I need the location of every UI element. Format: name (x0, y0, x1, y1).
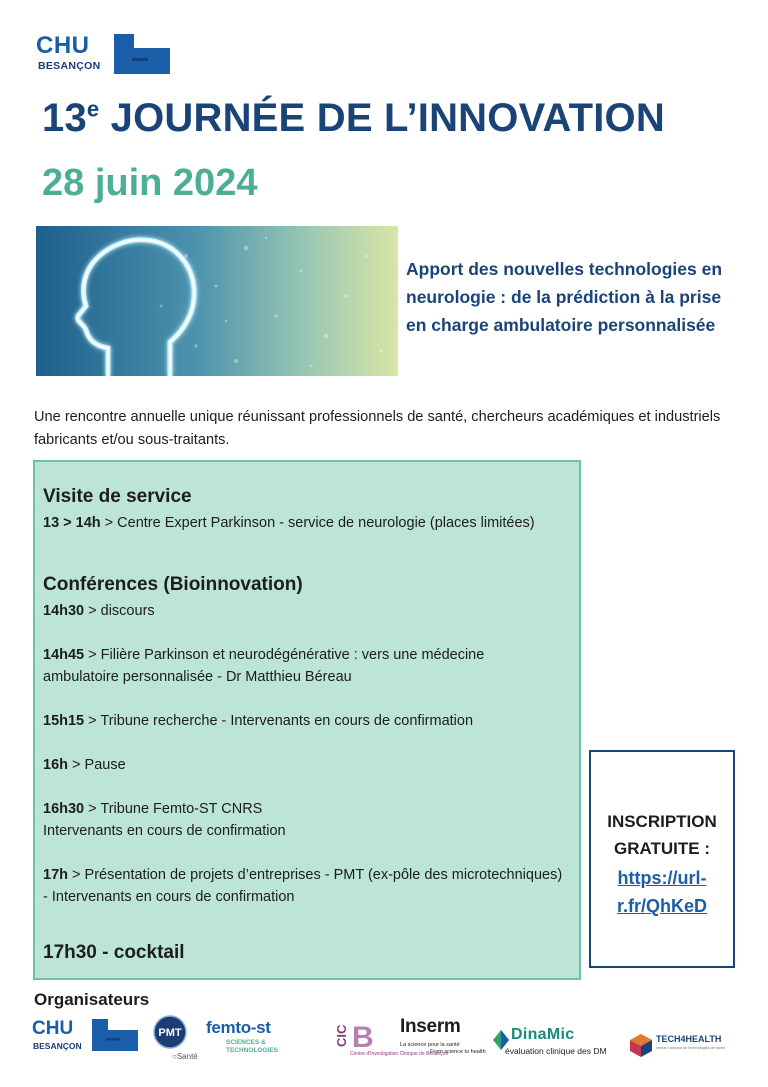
closing-heading: 17h30 - cocktail (43, 942, 185, 963)
tech4health-logo (628, 1032, 748, 1062)
inscription-label (591, 808, 733, 862)
tech4health-cube-icon (628, 1032, 654, 1058)
program-item (43, 600, 563, 622)
item-text: > Présentation de projets d’entreprises - PMT (ex-pôle des microtechniques) - Intervenants en cours de confirmation (43, 867, 563, 905)
femto-line1-text: SCIENCES & (226, 1039, 266, 1046)
femto-st-logo (206, 1018, 292, 1058)
chu-logo-mark-icon (114, 34, 180, 76)
registration-link[interactable]: https://url-r.fr/QhKeD (616, 868, 708, 916)
pmt-sante-text: ○Santé (172, 1052, 198, 1061)
logo-chu-text: CHU (36, 32, 90, 59)
dinamic-main-text: DinaMic (511, 1026, 575, 1043)
item-text: > Tribune Femto-ST CNRS (84, 801, 263, 817)
program-panel (33, 460, 581, 980)
inserm-main-text: Inserm (400, 1016, 461, 1037)
logo-besancon-text: BESANÇON (38, 60, 101, 72)
footer-besancon-text: BESANÇON (33, 1041, 82, 1051)
program-item (43, 798, 563, 842)
item-time: 15h15 (43, 713, 85, 729)
cic-letter: B (352, 1021, 374, 1054)
cic-subtext: Centre d'Investigation Clinique de Besançon (350, 1051, 449, 1057)
tech4health-subtext: réseau national de technologies de santé (656, 1046, 726, 1050)
conferences-heading: Conférences (Bioinnovation) (43, 574, 303, 595)
page-title (42, 96, 665, 141)
item-text: > Filière Parkinson et neurodégénérative : vers une médecine ambulatoire personnalisée - Dr Matthieu Béreau (43, 647, 485, 685)
title-superscript: e (86, 96, 100, 122)
inserm-tagline-fr: La science pour la santé (400, 1042, 460, 1048)
program-item (43, 644, 563, 688)
program-item (43, 710, 563, 732)
femto-main-text: femto-st (206, 1018, 271, 1037)
footer-chu-text: CHU (32, 1018, 74, 1039)
organisers-heading: Organisateurs (34, 990, 150, 1009)
visit-text: > Centre Expert Parkinson - service de neurologie (places limitées) (100, 515, 535, 531)
pmt-logo (150, 1014, 202, 1064)
inserm-logo (400, 1016, 486, 1060)
cic-mark-icon (334, 1017, 384, 1054)
hero-image (36, 226, 398, 376)
program-item (43, 864, 563, 908)
head-profile-icon (36, 226, 398, 376)
item-text-line2: Intervenants en cours de confirmation (43, 823, 286, 839)
dinamic-logo (491, 1026, 606, 1060)
inscription-label-line1: INSCRIPTION (607, 812, 717, 831)
title-number: 13 (42, 96, 87, 140)
inscription-box (589, 750, 735, 968)
visit-item (43, 512, 563, 534)
pmt-text: PMT (158, 1027, 182, 1039)
cic-vertical-text: CIC (334, 1024, 349, 1047)
item-text: > discours (84, 603, 155, 619)
intro-paragraph: Une rencontre annuelle unique réunissant professionnels de santé, chercheurs académiques et industriels fabricants et/ou sous-traitants. (34, 409, 721, 448)
item-text: > Tribune recherche - Intervenants en cours de confirmation (84, 713, 474, 729)
item-time: 17h (43, 867, 68, 883)
event-date: 28 juin 2024 (42, 162, 258, 204)
dinamic-sub-text: évaluation clinique des DM (505, 1046, 607, 1056)
item-time: 14h45 (43, 647, 85, 663)
visit-time: 13 > 14h (43, 515, 101, 531)
item-text: > Pause (68, 757, 126, 773)
pmt-circle-icon (150, 1014, 202, 1054)
chu-logo-mark-icon (92, 1019, 144, 1053)
event-subtitle: Apport des nouvelles technologies en neurologie : de la prédiction à la prise en charge ambulatoire personnalisée (406, 259, 723, 335)
tech4health-text: TECH4HEALTH (656, 1034, 722, 1044)
item-time: 14h30 (43, 603, 85, 619)
visit-heading: Visite de service (43, 486, 192, 507)
chu-besancon-logo (36, 32, 181, 76)
inscription-label-line2: GRATUITE : (613, 839, 710, 858)
program-item (43, 754, 563, 776)
chu-footer-logo (32, 1018, 144, 1056)
item-time: 16h30 (43, 801, 85, 817)
title-text: JOURNÉE DE L’INNOVATION (99, 96, 665, 140)
item-time: 16h (43, 757, 68, 773)
femto-line2-text: TECHNOLOGIES (226, 1047, 279, 1054)
inserm-tagline-en: From science to health (430, 1049, 486, 1055)
